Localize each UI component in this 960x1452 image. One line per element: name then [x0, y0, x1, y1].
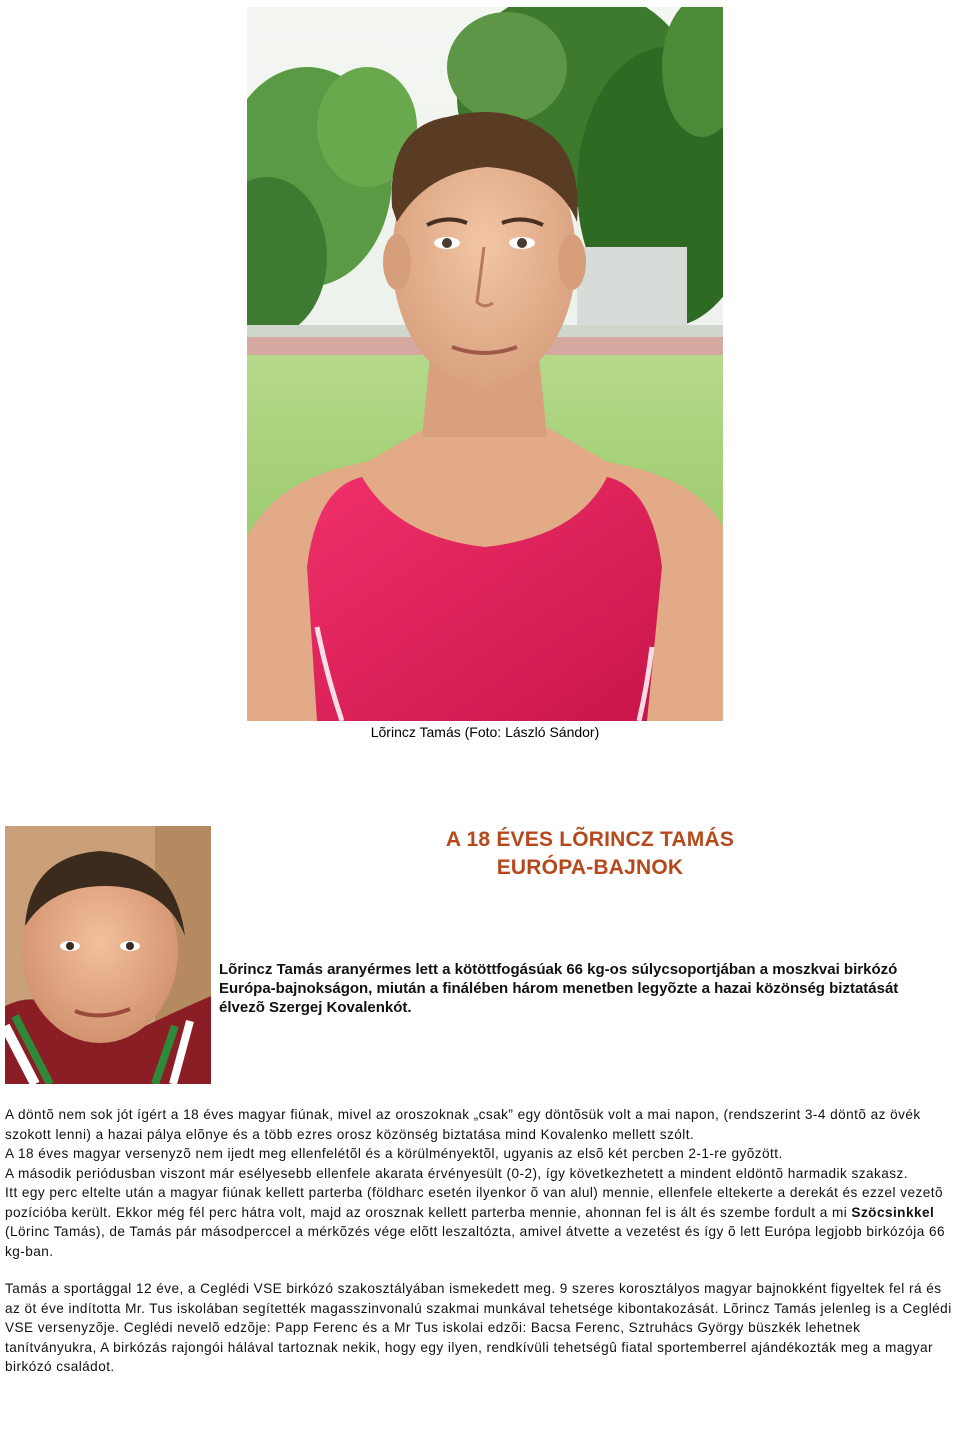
headline-line-1: A 18 ÉVES LÕRINCZ TAMÁS [445, 828, 735, 851]
article-paragraph: Tamás a sportággal 12 éve, a Ceglédi VSE birkózó szakosztályában ismekedett meg. 9 szeres korosztályos magyar bajnokként figyeltek fel rá és az öt éve indította Mr. Tus iskolában segítették magasszinvonalú szakmai munkával tehetsége kibontakozását. Lõrincz Tamás jelenleg is a Ceglédi VSE versenyzõje. Ceglédi nevelõ edzõje: Papp Ferenc és a Mr Tus iskolai edzõi: Bacsa Ferenc, Sztruhács György büszkék lehetnek tanítványukra, A birkózás rajongói hálával tartoznak nekik, hogy egy ilyen, rendkívüli tehetségû fiatal sportemberrel ajándékozták meg a magyar birkózó családot. [5, 1281, 952, 1374]
paragraph-text: (Lörinc Tamás), de Tamás pár másodperccel a mérkõzés vége elõtt leszaltózta, amivel átvette a vezetést és így õ lett Európa legjobb birkózója 66 kg-ban. [5, 1224, 946, 1259]
main-portrait-photo [247, 7, 723, 721]
article-paragraph: A döntõ nem sok jót ígért a 18 éves magyar fiúnak, mivel az oroszoknak „csak” egy döntõsük volt a mai napon, (rendszerint 3-4 döntõ az övék szokott lenni) a hazai pálya elõnye és a több ezres orosz közönség biztatása mind Kovalenko mellett szólt. [5, 1107, 921, 1142]
article-paragraph [5, 1183, 955, 1261]
photo-caption: Lõrincz Tamás (Foto: László Sándor) [370, 724, 600, 740]
article-paragraph: A második periódusban viszont már esélyesebb ellenfele akarata érvényesült (0-2), így következhetett a mindent eldöntõ harmadik szakasz. [5, 1165, 908, 1181]
article-body [5, 1105, 955, 1377]
article-paragraph: A 18 éves magyar versenyzõ nem ijedt meg ellenfelétõl és a körülményektõl, ugyanis az elsõ két percben 2-1-re gyõzött. [5, 1146, 783, 1161]
paragraph-gap [5, 1261, 955, 1279]
nickname-bold: Szöcsinkkel [851, 1204, 935, 1220]
paragraph-text: Itt egy perc eltelte után a magyar fiúnak kellett parterba (földharc esetén ilyenkor õ van alul) mennie, ellenfele eltekerte a derekát és ezzel vezetõ pozícióba került. Ekkor még fél perc hátra volt, majd az orosznak kellett parterba mennie, ahonnan fel is ált és szembe fordult a mi [5, 1185, 943, 1220]
secondary-portrait-photo [5, 826, 211, 1084]
headline-line-2: EURÓPA-BAJNOK [496, 856, 684, 879]
article-lead: Lõrincz Tamás aranyérmes lett a kötöttfogásúak 66 kg-os súlycsoportjában a moszkvai birkózó Európa-bajnokságon, miután a finálében három menetben legyõzte a hazai közönség biztatását élvezõ Szergej Kovalenkót. [219, 961, 899, 1016]
article-headline [290, 826, 890, 882]
